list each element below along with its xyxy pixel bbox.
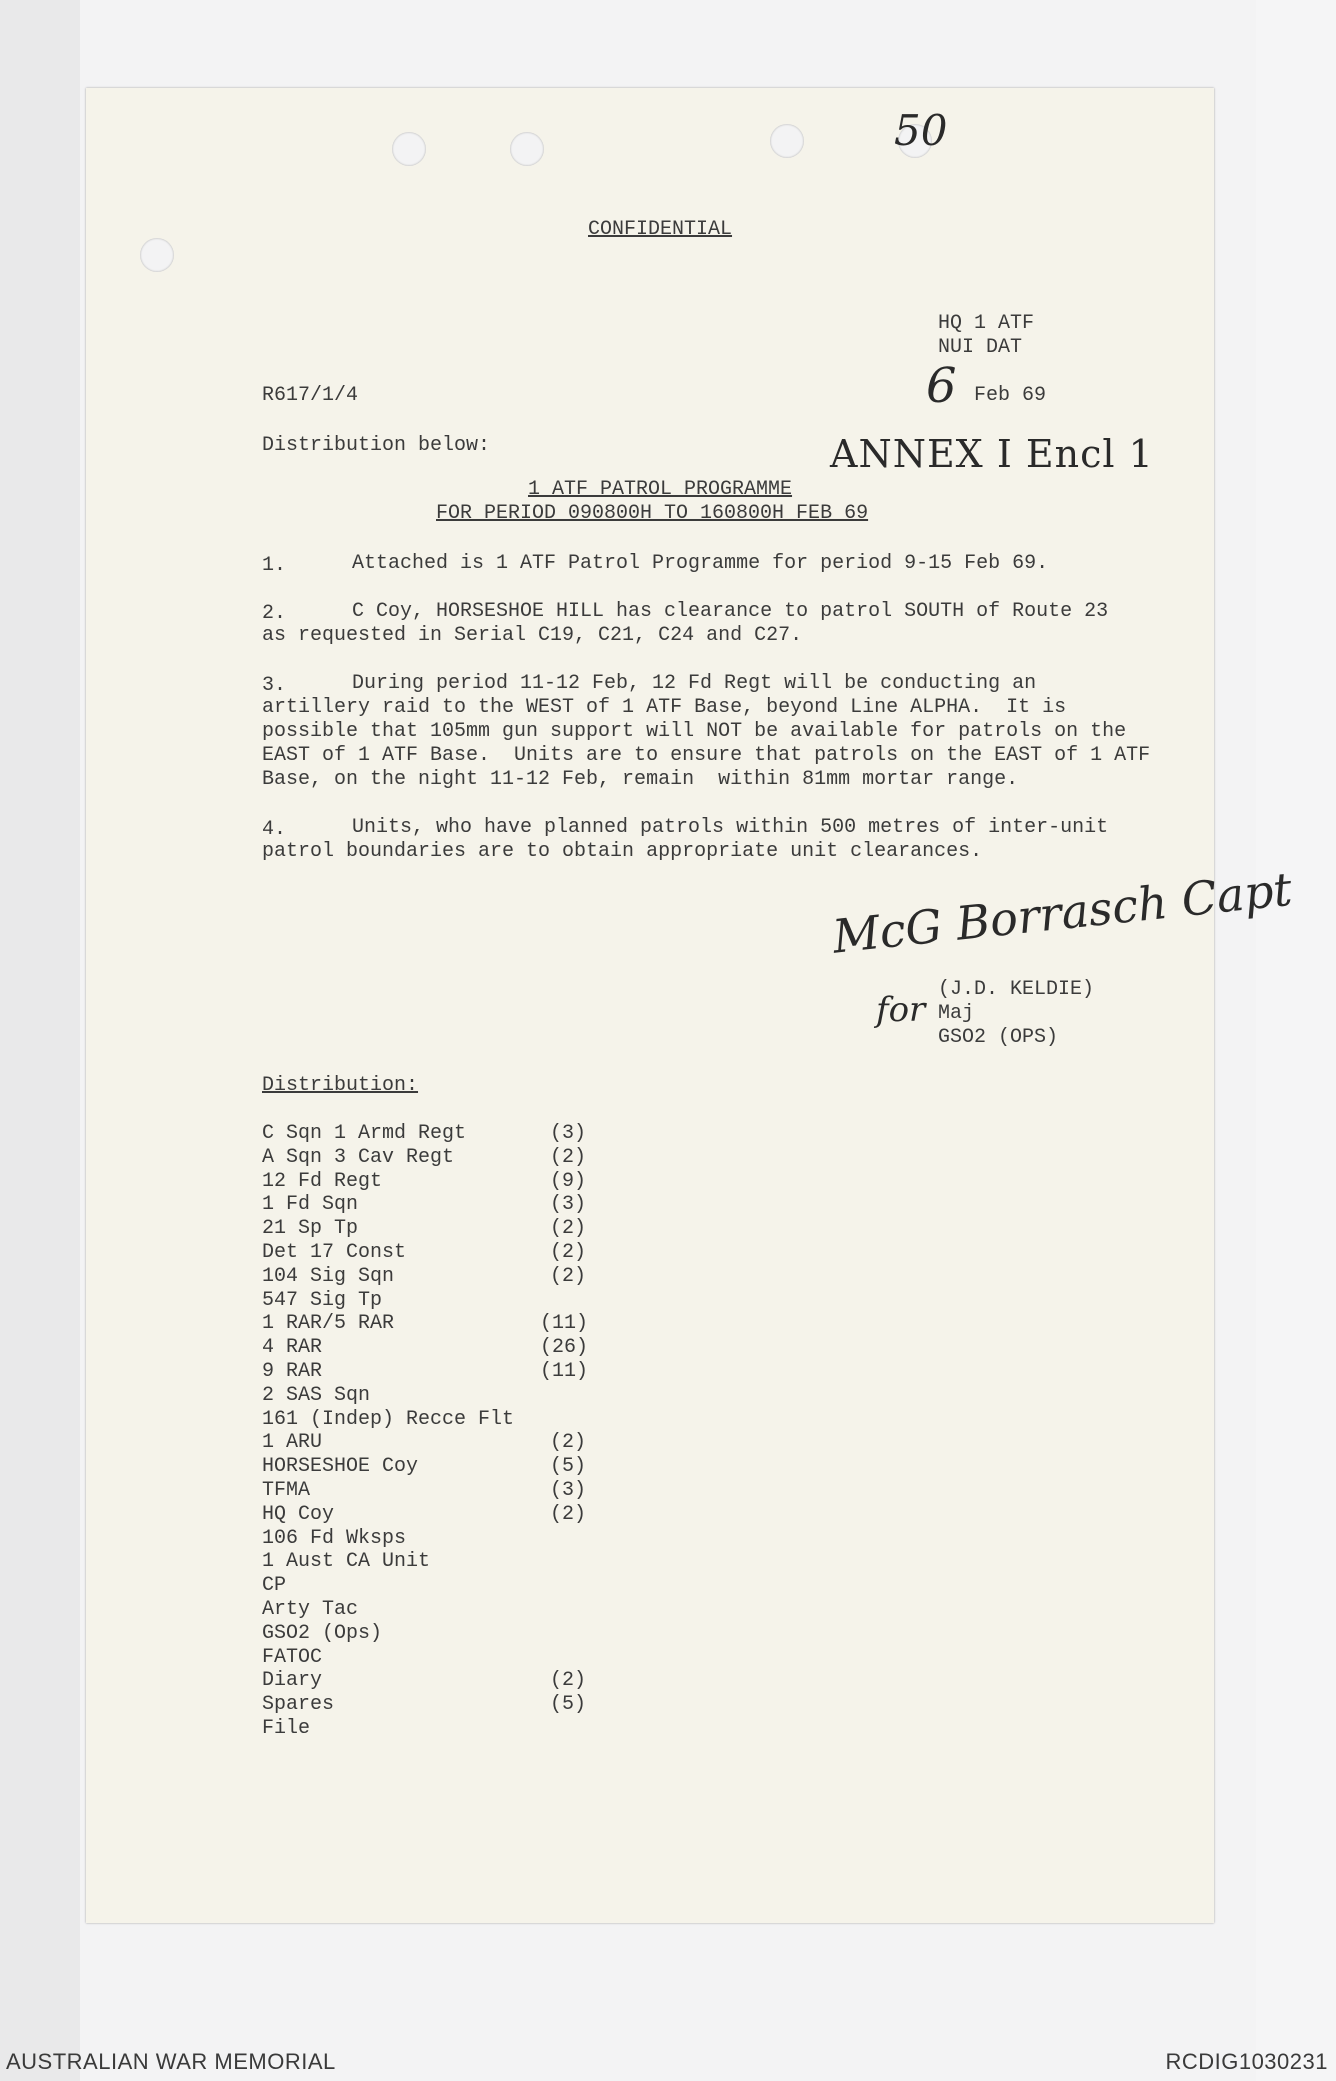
distribution-unit: C Sqn 1 Armd Regt bbox=[262, 1122, 467, 1145]
distribution-unit: 21 Sp Tp bbox=[262, 1217, 359, 1241]
distribution-item bbox=[262, 1646, 662, 1670]
distribution-item bbox=[262, 1622, 662, 1646]
distribution-unit: A Sqn 3 Cav Regt bbox=[262, 1145, 455, 1169]
punch-hole bbox=[392, 132, 426, 166]
distribution-unit: GSO2 (Ops) bbox=[262, 1621, 383, 1645]
paragraph-line: Units, who have planned patrols within 500 metres of inter-unit bbox=[352, 816, 1109, 839]
distribution-item bbox=[262, 1550, 662, 1574]
distribution-copies: (2) bbox=[549, 1241, 586, 1264]
paragraph-3 bbox=[262, 672, 1150, 792]
paragraph-2 bbox=[262, 600, 1108, 648]
distribution-unit: FATOC bbox=[262, 1645, 323, 1669]
distribution-copies: (3) bbox=[549, 1479, 586, 1502]
paragraph-line: patrol boundaries are to obtain appropriate unit clearances. bbox=[262, 840, 983, 863]
paragraph-line: During period 11-12 Feb, 12 Fd Regt will be conducting an bbox=[352, 672, 1037, 695]
handwritten-signature: McG Borrasch Capt bbox=[830, 861, 1295, 964]
distribution-copies: (2) bbox=[549, 1145, 586, 1169]
distribution-item bbox=[262, 1289, 662, 1313]
distribution-unit: 1 RAR/5 RAR bbox=[262, 1312, 395, 1336]
paragraph-line: C Coy, HORSESHOE HILL has clearance to patrol SOUTH of Route 23 bbox=[352, 600, 1109, 623]
distribution-unit: 106 Fd Wksps bbox=[262, 1526, 407, 1550]
distribution-item bbox=[262, 1122, 662, 1146]
distribution-item bbox=[262, 1170, 662, 1194]
distribution-unit: 1 ARU bbox=[262, 1431, 323, 1455]
handwritten-folio-number: 50 bbox=[894, 106, 948, 155]
scan-right-border bbox=[1256, 0, 1336, 2081]
distribution-note: Distribution below: bbox=[262, 434, 491, 457]
distribution-heading: Distribution: bbox=[262, 1074, 419, 1097]
hq-address-line1: HQ 1 ATF bbox=[938, 312, 1035, 335]
document-title-line1: 1 ATF PATROL PROGRAMME bbox=[528, 478, 793, 501]
distribution-unit: 4 RAR bbox=[262, 1336, 323, 1360]
distribution-item bbox=[262, 1408, 662, 1432]
paragraph-number: 1. bbox=[262, 554, 287, 577]
punch-hole bbox=[140, 238, 174, 272]
distribution-copies: (26) bbox=[540, 1336, 589, 1360]
distribution-item bbox=[262, 1455, 662, 1479]
distribution-item bbox=[262, 1669, 662, 1693]
distribution-item bbox=[262, 1146, 662, 1170]
distribution-item bbox=[262, 1717, 662, 1741]
distribution-item bbox=[262, 1574, 662, 1598]
reference-number: R617/1/4 bbox=[262, 384, 359, 407]
paragraph-number: 3. bbox=[262, 674, 287, 697]
signatory-rank: Maj bbox=[938, 1002, 975, 1025]
distribution-copies: (3) bbox=[549, 1122, 586, 1145]
distribution-item bbox=[262, 1217, 662, 1241]
distribution-unit: HQ Coy bbox=[262, 1502, 335, 1526]
handwritten-for-mark: for bbox=[876, 990, 926, 1030]
distribution-copies: (5) bbox=[549, 1693, 586, 1717]
distribution-unit: 1 Aust CA Unit bbox=[262, 1550, 431, 1574]
distribution-copies: (2) bbox=[549, 1431, 586, 1455]
paragraph-number: 4. bbox=[262, 818, 287, 841]
paragraph-line: as requested in Serial C19, C21, C24 and C27. bbox=[262, 624, 803, 647]
classification-heading: CONFIDENTIAL bbox=[588, 218, 733, 241]
handwritten-date-day: 6 bbox=[926, 358, 957, 414]
distribution-copies: (11) bbox=[540, 1312, 589, 1336]
paragraph-1 bbox=[352, 552, 1048, 576]
signatory-name: (J.D. KELDIE) bbox=[938, 978, 1095, 1001]
distribution-list bbox=[262, 1122, 682, 1752]
hq-address-line2: NUI DAT bbox=[938, 336, 1023, 359]
distribution-item bbox=[262, 1193, 662, 1217]
distribution-unit: Det 17 Const bbox=[262, 1241, 407, 1264]
distribution-unit: 12 Fd Regt bbox=[262, 1169, 383, 1193]
distribution-item bbox=[262, 1598, 662, 1622]
document-title-line2: FOR PERIOD 090800H TO 160800H FEB 69 bbox=[436, 502, 869, 525]
punch-hole bbox=[770, 124, 804, 158]
signatory-appointment: GSO2 (OPS) bbox=[938, 1026, 1059, 1049]
distribution-item bbox=[262, 1693, 662, 1717]
distribution-unit: Diary bbox=[262, 1669, 323, 1693]
distribution-unit: 547 Sig Tp bbox=[262, 1288, 383, 1312]
distribution-copies: (5) bbox=[549, 1455, 586, 1479]
distribution-copies: (2) bbox=[549, 1217, 586, 1241]
distribution-item bbox=[262, 1431, 662, 1455]
document-page bbox=[86, 88, 1295, 1923]
distribution-copies: (2) bbox=[549, 1264, 586, 1288]
distribution-unit: 2 SAS Sqn bbox=[262, 1383, 371, 1407]
distribution-unit: 1 Fd Sqn bbox=[262, 1193, 359, 1217]
paragraph-line: possible that 105mm gun support will NOT be available for patrols on the bbox=[262, 720, 1127, 743]
distribution-copies: (2) bbox=[549, 1502, 586, 1526]
footer-source: AUSTRALIAN WAR MEMORIAL bbox=[6, 2049, 336, 2074]
distribution-item bbox=[262, 1384, 662, 1408]
distribution-unit: 161 (Indep) Recce Flt bbox=[262, 1407, 515, 1431]
paragraph-line: EAST of 1 ATF Base. Units are to ensure that patrols on the EAST of 1 ATF bbox=[262, 744, 1151, 767]
punch-hole bbox=[510, 132, 544, 166]
distribution-item bbox=[262, 1479, 662, 1503]
distribution-unit: 9 RAR bbox=[262, 1360, 323, 1383]
distribution-item bbox=[262, 1503, 662, 1527]
distribution-item bbox=[262, 1336, 662, 1360]
distribution-unit: 104 Sig Sqn bbox=[262, 1264, 395, 1288]
paragraph-number: 2. bbox=[262, 602, 287, 625]
handwritten-annex-label: ANNEX I Encl 1 bbox=[830, 432, 1154, 476]
distribution-unit: Arty Tac bbox=[262, 1598, 359, 1621]
distribution-item bbox=[262, 1312, 662, 1336]
scan-left-border bbox=[0, 0, 80, 2081]
distribution-unit: Spares bbox=[262, 1693, 335, 1717]
distribution-unit: File bbox=[262, 1717, 311, 1740]
footer-record-id: RCDIG1030231 bbox=[1165, 2049, 1328, 2074]
distribution-unit: CP bbox=[262, 1574, 287, 1598]
distribution-item bbox=[262, 1241, 662, 1265]
distribution-item bbox=[262, 1265, 662, 1289]
paragraph-4 bbox=[262, 816, 1108, 864]
distribution-unit: TFMA bbox=[262, 1479, 311, 1502]
distribution-copies: (2) bbox=[549, 1669, 586, 1693]
distribution-unit: HORSESHOE Coy bbox=[262, 1455, 419, 1479]
date-month-year: Feb 69 bbox=[974, 384, 1047, 407]
distribution-item bbox=[262, 1360, 662, 1384]
distribution-copies: (9) bbox=[549, 1169, 586, 1193]
paragraph-line: Base, on the night 11-12 Feb, remain within 81mm mortar range. bbox=[262, 768, 1019, 791]
distribution-item bbox=[262, 1527, 662, 1551]
paragraph-line: Attached is 1 ATF Patrol Programme for period 9-15 Feb 69. bbox=[352, 552, 1049, 575]
distribution-copies: (3) bbox=[549, 1193, 586, 1217]
distribution-copies: (11) bbox=[540, 1360, 589, 1383]
paragraph-line: artillery raid to the WEST of 1 ATF Base, beyond Line ALPHA. It is bbox=[262, 696, 1067, 719]
